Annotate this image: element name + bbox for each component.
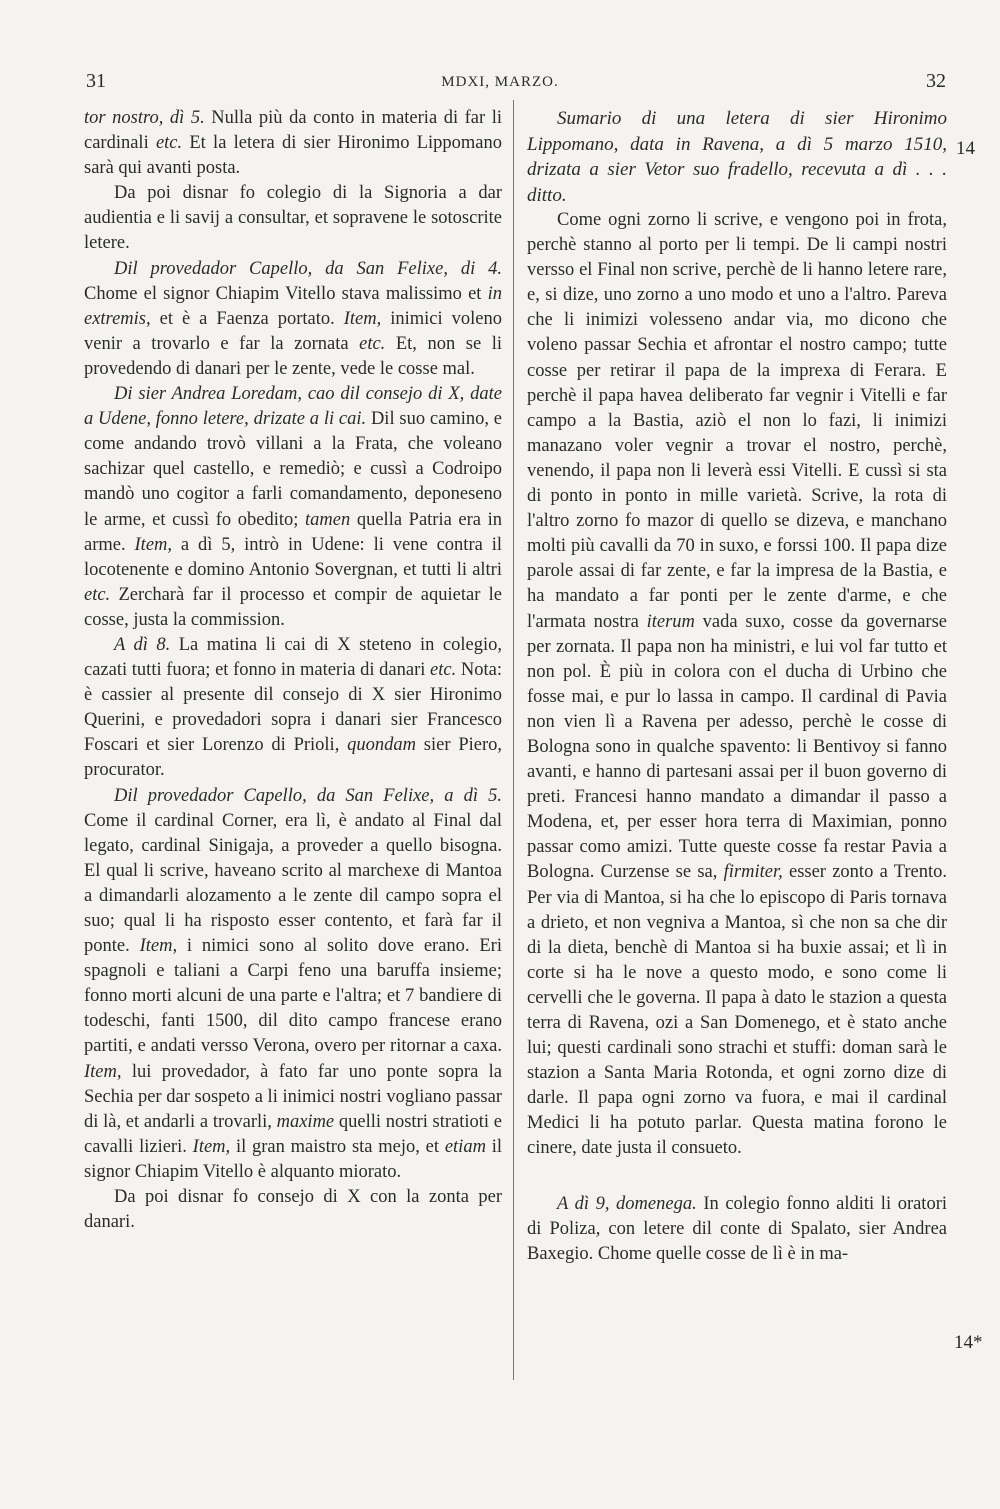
left-column bbox=[84, 106, 502, 1235]
text-run: In colegio fonno alditi li oratori di Poliza, con letere dil conte di Spalato, sier Andrea Baxegio. Chome quelle cosse de lì è in ma- bbox=[527, 1193, 948, 1264]
margin-number: 14 bbox=[956, 138, 975, 159]
italic-phrase: Item, bbox=[139, 936, 178, 957]
page-number-right: 32 bbox=[926, 70, 946, 92]
letter-heading: Di sier Andrea Loredam, cao dil consejo di X, date a Udene, fonno letere, drizate a li cai. bbox=[84, 384, 502, 430]
paragraph bbox=[84, 257, 502, 382]
italic-phrase: Item, bbox=[343, 308, 382, 329]
paragraph bbox=[84, 633, 502, 784]
letter-heading: Dil provedador Capello, da San Felixe, a dì 5. bbox=[114, 785, 502, 806]
text-run: a dì 5, intrò in Udene: li vene contra il locotenente e domino Antonio Sovergnan, et tutti li altri bbox=[84, 534, 502, 580]
italic-phrase: tamen bbox=[305, 509, 351, 530]
text-run: lui provedador, à fato far uno ponte sopra la Sechia per dar sospeto a li inimici nostri vogliano passar di là, et andarli a trovarli, bbox=[84, 1061, 502, 1132]
text-run: Come il cardinal Corner, era lì, è andato al Final dal legato, cardinal Sinigaja, a proveder a quello bisogna. El qual li scrive, haveano scrito al marchexe di Mantoa a dimandarli alozamento a le zente dil campo sopra el suo; qual li ha risposto esser contento, et farà far il ponte. bbox=[84, 810, 502, 957]
text-run: il signor Chiapim Vitello è alquanto mioratо. bbox=[84, 1136, 503, 1182]
summary-heading: Sumario di una letera di sier Hironimo Lippomano, data in Ravena, a dì 5 marzo 1510, drizata a sier Vetor suo fradello, recevuta a dì . . . ditto. bbox=[527, 108, 947, 206]
text-run: il gran maistro sta mejo, et bbox=[230, 1136, 445, 1157]
text-run: Come ogni zorno li scrive, e vengono poi in frota, perchè stanno al porto per li tempi. De li campi nostri versso el Final non scrive, perchè de li hanno letere rare, e, si dize, uno zorno a uno modo et uno a l'altro. Pareva che li inimizi volesseno andar via, mo dicono che voleno passar Sechia et afrontar el nostro campo; tutte cosse per retirar il papa de la imprexa di Ferara. E perchè il papa havea deliberato far vegnir i Vitelli e far campo a la Bastia, aziò el non lo fazi, li inimizi manazano voler vegnir a trovar el nostro, perchè, venendo, il papa non li leverà essi Vitelli. E cussì si sta di ponto in ponto in mille varietà. Scrive, la rota di l'altro zorno fo mazor di quello se dizeva, e manchano molti più cavalli da 70 in suxo, e forssi 100. Il papa dize parole assai di far zente, e far la impresa de la Bastia, e ha mandato a far ponti per le zente d'arme, e che l'armata nostra bbox=[527, 210, 947, 632]
italic-phrase: tor nostro, dì 5. bbox=[84, 108, 205, 128]
text-run: et è a Faenza portato. bbox=[150, 308, 344, 329]
column-divider bbox=[513, 100, 514, 1380]
date-heading: A dì 8. bbox=[114, 634, 171, 655]
italic-phrase: maxime bbox=[276, 1111, 335, 1132]
text-run: inimici voleno venir a trovarlo e far la zornata bbox=[84, 308, 502, 354]
letter-heading: Dil provedador Capello, da San Felixe, di 4. bbox=[114, 258, 502, 279]
italic-phrase: Item, bbox=[192, 1136, 231, 1157]
italic-phrase: iterum bbox=[646, 611, 695, 632]
italic-phrase: firmiter, bbox=[723, 862, 783, 883]
italic-phrase: quondam bbox=[347, 735, 416, 756]
paragraph: Da poi disnar fo colegio di la Signoria a dar audientia e li savij a consultar, et sopravene le sotoscrite letere. bbox=[84, 183, 502, 254]
page-number-left: 31 bbox=[86, 70, 106, 92]
text-run: i nimici sono al solito dove erano. Eri spagnoli e taliani a Carpi feno una baruffa insieme; fonno morti alcuni de una parte e l'altra; et 7 bandiere di todeschi, fanti 1500, dil dito campo francese erano partiti, e andati versso Verona, overo per ritornar a caxa. bbox=[84, 936, 502, 1057]
text-run: La matina li cai di X steteno in colegio, cazati tutti fuora; et fonno in materia di danari bbox=[84, 634, 502, 681]
text-run: Dil suo camino, e come andando trovò villani a la Frata, che voleano sachizar quel castello, e remediò; e cussì a Codroipo mandò uno cogitor a farli comandamento, deponeseno le arme, et cussì fo obedito; bbox=[84, 409, 502, 530]
text-run: quelli nostri stratioti e cavalli lizieri. bbox=[84, 1111, 502, 1157]
date-heading: A dì 9, domenega. bbox=[557, 1193, 697, 1214]
paragraph bbox=[84, 382, 502, 633]
text-run: esser zonto a Trento. Per via di Mantoa, si ha che lo episcopo di Paris tornava a drieto, et non vegniva a Mantoa, sì che non sa che dir di la dieta, benchè di Mantoa si ha buxie assai; et lì in corte si ha le nove a questo modo, e sono come li cervelli che le governa. Il papa à dato le stazion a questa terra di Ravena, ozi a San Domenego, et è stato anche lui; questi cardinali sono strachi et stuffi: doman sarà le stazion a Santa Maria Rotonda, et ogni zorno dize di darle. Il papa ogni zorno va fuora, e mai il cardinal Medici li ha potuto parlar. Questa matina forono le cinere, date justa il consueto. bbox=[527, 862, 947, 1159]
text-run: quella Patria era in arme. bbox=[84, 509, 503, 555]
text-run: Zercharà far il processo et compir de aquietar le cosse, justa la commission. bbox=[84, 584, 502, 630]
italic-phrase: Item, bbox=[134, 534, 173, 555]
italic-phrase: etc. bbox=[430, 660, 457, 681]
running-title: MDXI, MARZO. bbox=[441, 74, 559, 90]
text-run: sier Piero, procurator. bbox=[84, 735, 502, 781]
paragraph: Da poi disnar fo consejo di X con la zonta per danari. bbox=[84, 1187, 502, 1233]
text-run: Chome el signor Chiapim Vitello stava malissimo et bbox=[84, 283, 488, 304]
text-run: Nulla più da conto in materia di far li cardinali bbox=[84, 108, 502, 154]
text-run: vada suxo, cosse da governarse per zornata. Il papa non ha ministri, e lui vol far tutto et non pol. È più in colora con el ducha di Urbino che fosse mai, e pur lo lassa in campo. Il cardinal di Pavia non vien lì a Ravena per adesso, perchè le cosse di Bologna sono in qualche spavento: li Bentivoy si fanno avanti, e hanno di partesani assai per il buon governo di preti. Francesi hanno mandato a dimandar il passo a Modena, et, per esser hora terra di Maximian, ponno passar como amizi. Tutte queste cosse fa restar Pavia a Bologna. Curzense se sa, bbox=[527, 611, 947, 883]
italic-phrase: etc. bbox=[359, 333, 386, 354]
text-run: Et la letera di sier Hironimo Lippomano sarà qui avanti posta. bbox=[84, 133, 502, 179]
italic-phrase: etc. bbox=[155, 133, 183, 154]
spacer bbox=[527, 1162, 947, 1192]
paragraph bbox=[527, 1192, 947, 1267]
italic-phrase: etiam bbox=[444, 1136, 486, 1157]
right-column bbox=[527, 106, 947, 1267]
text-run: Nota: è cassier al presente dil consejo di X sier Hironimo Querini, e provedadori sopra i danari sier Francesco Foscari et sier Lorenzo di Prioli, bbox=[84, 660, 502, 756]
paragraph bbox=[84, 784, 502, 1186]
paragraph bbox=[527, 208, 947, 1162]
italic-phrase: Item, bbox=[84, 1061, 122, 1082]
text-run: Et, non se li provedendo di danari per le zente, vede le cosse mal. bbox=[84, 333, 502, 379]
page-header bbox=[0, 70, 1000, 100]
italic-phrase: etc. bbox=[84, 584, 111, 605]
paragraph bbox=[84, 106, 502, 181]
italic-phrase: in extremis, bbox=[84, 283, 502, 329]
margin-number: 14* bbox=[954, 1332, 983, 1353]
